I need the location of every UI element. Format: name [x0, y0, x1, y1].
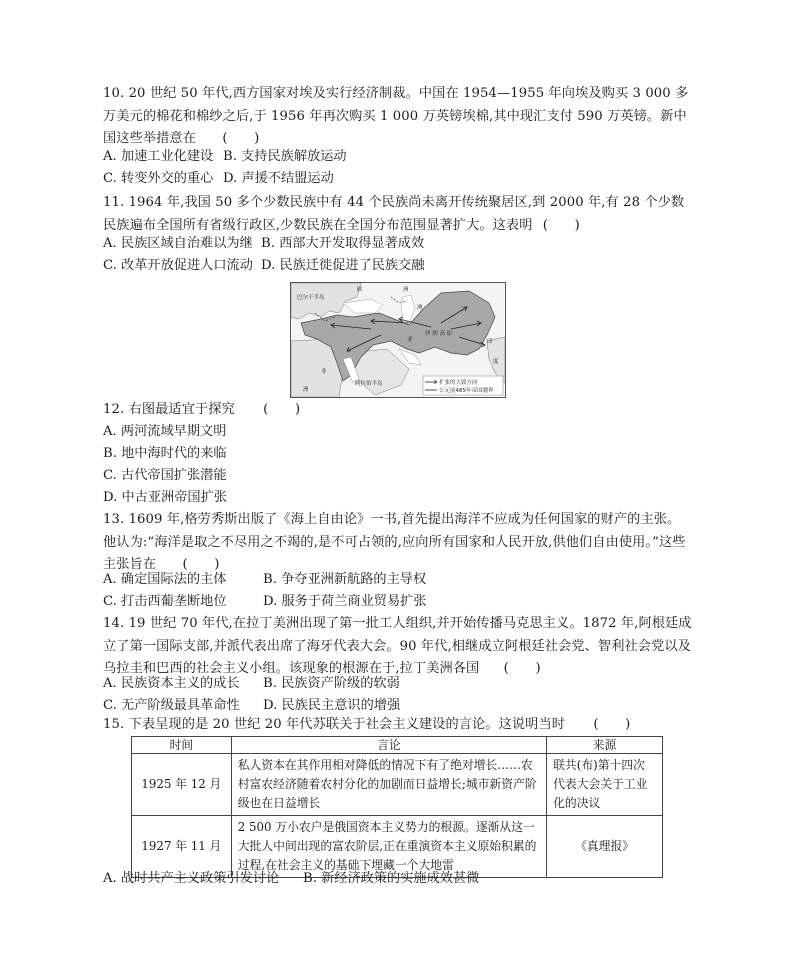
option-c: C. 无产阶级最具革命性	[103, 698, 240, 713]
option-d: D. 民族迁徙促进了民族交融	[261, 258, 425, 273]
option-c: C. 打击西葡垄断地位	[103, 594, 227, 609]
map-label-europe-2: 洲	[403, 287, 409, 293]
option-b: B. 西部大开发取得显著成效	[261, 236, 425, 251]
option-b: B. 支持民族解放运动	[223, 149, 347, 164]
table-cell-time: 1925 年 12 月	[132, 754, 232, 816]
legend-expansion: 扩张的大致方向	[439, 380, 478, 386]
option-b: B. 民族资产阶级的软弱	[263, 676, 400, 691]
option-a: A. 确定国际法的主体	[103, 572, 227, 587]
map-label-africa-2: 洲	[303, 387, 309, 393]
option-a: A. 加速工业化建设	[103, 149, 214, 164]
question-13-stem: 13. 1609 年,格劳秀斯出版了《海上自由论》一书,首先提出海洋不应成为任何国家的财产的主张。他认为:“海洋是取之不尽用之不竭的,是不可占领的,应向所有国家和人民开放,供他们自由使用。”这些主张旨在	[103, 512, 686, 572]
map-label-asia-2: 洲	[417, 305, 423, 311]
question-14	[103, 613, 693, 681]
question-12-stem: 12. 右图最适宜于探究	[103, 402, 235, 417]
table-cell-speech: 私人资本在其作用相对降低的情况下有了绝对增长……农村富农经济随着农村分化的加剧而日益增长;城市新资产阶级也在日益增长	[231, 754, 546, 816]
option-c: C. 改革开放促进人口流动	[103, 258, 253, 273]
table-row	[132, 754, 663, 816]
question-13	[103, 509, 693, 577]
option-b: B. 争夺亚洲新航路的主导权	[263, 572, 427, 587]
option-b: B. 地中海时代的来临	[103, 446, 227, 461]
table-cell-time: 1927 年 11 月	[132, 816, 232, 878]
column-header-time: 时间	[132, 737, 232, 754]
answer-blank: ( )	[222, 131, 260, 146]
map-label-balkan: 巴尔干半岛	[297, 295, 325, 301]
speech-table	[131, 736, 663, 878]
table-cell-source: 《真理报》	[547, 816, 663, 878]
option-b: B. 新经济政策的实施成效甚微	[303, 871, 480, 886]
persian-empire-map	[290, 282, 506, 398]
option-a: A. 两河流域早期文明	[103, 424, 227, 439]
question-15	[103, 714, 693, 737]
map-label-africa: 非	[321, 369, 327, 375]
map-label-india-2: 度	[493, 359, 499, 365]
question-11-stem: 11. 1964 年,我国 50 多个少数民族中有 44 个民族尚未离开传统聚居区,到 2000 年,有 28 个少数民族遍布全国所有省级行政区,少数民族在全国分布范围显著扩大。这表明	[103, 195, 685, 233]
table-cell-source: 联共(布)第十四次代表大会关于工业化的决议	[547, 754, 663, 816]
option-a: A. 民族资本主义的成长	[103, 676, 240, 691]
option-d: D. 民族民主意识的增强	[263, 698, 401, 713]
question-14-stem: 14. 19 世纪 70 年代,在拉丁美洲出现了第一批工人组织,并开始传播马克思主义。1872 年,阿根廷成立了第一国际支部,并派代表出席了海牙代表大会。90 年代,相继成立阿根廷社会党、智利社会党以及乌拉圭和巴西的社会主义小组。该现象的根源在于,拉丁美洲各国	[103, 616, 692, 676]
option-c: C. 古代帝国扩张潜能	[103, 468, 227, 483]
map-label-asia: 亚	[407, 337, 413, 343]
legend-border: 公元前485年帝国疆界	[439, 388, 494, 394]
answer-blank: ( )	[542, 217, 580, 233]
map-label-arabia: 阿拉伯半岛	[355, 381, 383, 387]
answer-blank: ( )	[593, 717, 631, 732]
answer-blank: ( )	[503, 661, 541, 676]
question-10	[103, 83, 693, 151]
question-10-stem: 10. 20 世纪 50 年代,西方国家对埃及实行经济制裁。中国在 1954—1955 年向埃及购买 3 000 多万美元的棉花和棉纱之后,于 1956 年再次购买 1 000 万英镑埃棉,其中现汇支付 590 万英镑。新中国这些举措意在	[103, 86, 689, 146]
option-a: A. 战时共产主义政策引发讨论	[103, 871, 280, 886]
question-11	[103, 192, 693, 237]
column-header-source: 来源	[547, 737, 663, 754]
column-header-speech: 言论	[231, 737, 546, 754]
answer-blank: ( )	[182, 557, 220, 572]
table-header-row	[132, 737, 663, 754]
answer-blank: ( )	[263, 402, 301, 417]
map-label-iran-plateau: 伊 朗 高 原	[425, 331, 453, 337]
option-d: D. 声援不结盟运动	[223, 171, 334, 186]
question-15-stem: 15. 下表呈现的是 20 世纪 20 年代苏联关于社会主义建设的言论。这说明当时	[103, 717, 566, 732]
map-label-europe: 欧	[357, 287, 363, 293]
option-d: D. 中古亚洲帝国扩张	[103, 490, 227, 505]
question-12	[103, 399, 693, 422]
option-c: C. 转变外交的重心	[103, 171, 214, 186]
table-cell-speech: 2 500 万小农户是俄国资本主义势力的根源。逐渐从这一大批人中间出现的富农阶层,正在重演资本主义原始积累的过程,在社会主义的基础下埋藏一个大地雷	[231, 816, 546, 878]
option-d: D. 服务于荷兰商业贸易扩张	[263, 594, 427, 609]
map-label-india: 印	[487, 339, 493, 345]
option-a: A. 民族区域自治难以为继	[103, 236, 253, 251]
